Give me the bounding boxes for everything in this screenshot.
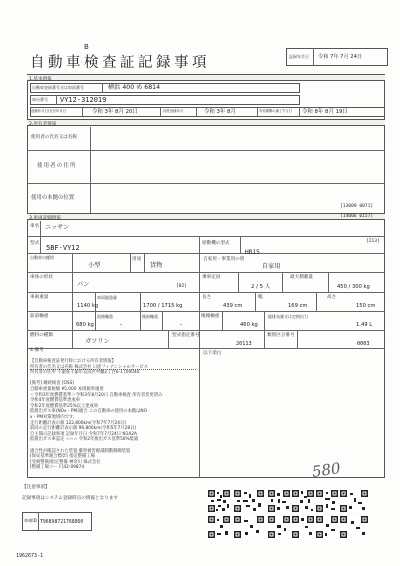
qr-code-icon <box>316 516 338 538</box>
kind-label: 自動車の種別 <box>30 255 54 260</box>
issue-date-value: 令和 7年 7月 24日 <box>318 54 363 60</box>
section-remarks: 4.備考 <box>30 348 44 353</box>
weight-value: 1140 kg <box>77 303 99 309</box>
qr-code-icon <box>268 516 290 538</box>
notice-title: 【注意事項】 <box>22 485 50 490</box>
qr-code-icon <box>340 490 368 512</box>
qr-code-icon <box>234 516 264 538</box>
front-axle-value: 680 kg <box>76 322 94 328</box>
front-rear-label: 前後軸重 <box>97 314 113 319</box>
remark-line: 前回の走行距離計表示値 96,800km(令和5年7月28日) <box>30 426 137 431</box>
qr-code-icon <box>292 516 314 538</box>
remark-line: 所有者の住所 千葉県千葉市美浜区中瀬2丁目6-1 [00040 <box>30 370 140 375</box>
model-value: 5BF-VY12 <box>46 244 80 252</box>
width-label: 幅 <box>258 295 263 300</box>
chassis-label: 車台番号 <box>32 97 48 102</box>
height-label: 高さ <box>327 295 337 300</box>
qr-code-icon <box>316 490 338 512</box>
remark-line: [備考] 継続検査 [OSS] <box>30 381 75 386</box>
expiry-value: 令和 8年 8月 19日 <box>302 109 348 115</box>
use-label: 用途 <box>132 257 142 262</box>
qr-code-icon <box>234 490 264 512</box>
height-value: 150 cm <box>356 303 376 309</box>
width-value: 169 cm <box>288 303 308 309</box>
remark-line: 所有者の氏名又は名称 株式会社 日産フィナンシャルサービス <box>30 364 148 370</box>
handwritten-mark: 580 <box>310 459 342 481</box>
qr-code-icon <box>208 516 230 538</box>
user-address-label: 使用者の住所 <box>37 163 77 169</box>
section-basic: 1.基本情報 <box>27 74 385 81</box>
length-value: 439 cm <box>223 303 243 309</box>
remark-line: 適合性が確認された装置 衝突被害軽減制動制御装置 <box>30 448 131 454</box>
maker-label: 車名 <box>30 224 40 229</box>
gross-value: 1700 / 1715 kg <box>143 303 183 309</box>
front-rear-value: - <box>120 321 123 328</box>
maker-value: ニッサン <box>45 224 70 231</box>
first-reg2-label: 初度登録年月 <box>163 109 184 113</box>
expiry-label: 有効期間の満了する日 <box>259 109 292 113</box>
remark-line: [整備工場コード]42-09874 <box>30 465 85 470</box>
fuel-value: ガソリン <box>85 338 110 345</box>
remark-line: ＜令和3年度燃費基準＞令和3年8月20日 自動車検査 所有者変更済み <box>30 392 163 398</box>
class-label: 類別区分番号 <box>267 333 295 338</box>
displacement-value: 1.49 L <box>356 322 373 328</box>
displacement-label: 総排気量又は定格出力 <box>268 314 308 319</box>
max-load-label: 最大積載量 <box>290 275 313 280</box>
length-label: 長さ <box>202 295 212 300</box>
qr-code-icon <box>268 490 290 512</box>
capacity-label: 乗車定員 <box>202 275 221 280</box>
remark-line: 自動車重量税額 ¥5,000 本則税率適用 <box>30 386 104 392</box>
base-location-code: [13009 0071] <box>340 204 374 209</box>
plate-value: 横浜 400 め 6814 <box>108 84 161 91</box>
remark-line: [受検整備]指定整備 神奈川 株式会社 <box>30 459 101 465</box>
first-reg2-value: 令和 3年 8月 <box>204 109 236 115</box>
plate-label: 自動車登録番号又は車両番号 <box>32 85 84 90</box>
remark-line: [保安基準適合標章] 指定整備工場 <box>30 454 95 459</box>
base-location-label: 使用の本拠の位置 <box>31 195 75 201</box>
cert-id-label: 車検ID <box>24 518 37 523</box>
page-title: 自動車検査証記録事項 <box>30 55 210 71</box>
bottom-code: 1962673-1 <box>16 553 44 559</box>
max-load-value: 450 / 300 kg <box>337 284 370 290</box>
remark-line: x・PM対策地域内です。 <box>30 414 78 420</box>
qr-code-icon <box>340 516 368 538</box>
section-owner: 2.所有者情報 <box>27 119 385 126</box>
capacity-value: 2 / 5 人 <box>251 284 271 290</box>
type-cert-value: 20113 <box>236 341 252 347</box>
remark-line: 令和4年度燃費基準達成車 <box>30 398 80 403</box>
remarks-left <box>30 358 196 470</box>
model-label: 型式 <box>30 241 40 246</box>
form-letter: B <box>84 43 89 51</box>
remark-line: 低排出ガス車(NOx・PM)適合 この自動車の使用の本拠はNO <box>30 409 147 414</box>
purpose-value: 自家用 <box>262 263 281 270</box>
chassis-value: VY12-312019 <box>60 96 107 104</box>
remarks-right-label: 以下余白 <box>203 351 222 356</box>
type-cert-label: 型式指定番号 <box>172 333 200 338</box>
rear-front-value: - <box>180 321 183 328</box>
remark-line: 低排出ガス車認定 ☆☆☆ 令和2年排出ガス基準50%低減 <box>30 437 139 442</box>
body-code: [02] <box>176 284 188 289</box>
cert-id-value: T96898721768860 <box>40 520 84 525</box>
engine-value: HR15 <box>245 249 260 256</box>
remark-line: 【自動車検査証発行時における所有者情報】 <box>30 359 116 364</box>
weight-label: 車両重量 <box>30 295 49 300</box>
rear-front-label: 後前軸重 <box>142 314 158 319</box>
front-axle-label: 前前軸重 <box>30 314 49 319</box>
use-value: 貨物 <box>150 262 163 269</box>
body-value: バン <box>77 281 90 288</box>
user-name-label: 使用者の氏名又は名称 <box>31 135 77 140</box>
remark-line: 令和2年度燃費基準25%以上達成車 <box>30 403 99 409</box>
qr-code-icon <box>208 490 230 512</box>
rear-axle-label: 後後軸重 <box>201 314 220 319</box>
body-label: 車体の形状 <box>30 275 53 280</box>
remark-line: 自主開示記録事項 記録年月日 令和7年7月24日 N1A2A <box>30 431 137 437</box>
kind-value: 小型 <box>88 262 101 269</box>
maker-code: [213] <box>366 239 380 244</box>
section-vehicle-code: [14006 0157] <box>340 214 374 219</box>
section-vehicle: 3.車両詳細情報 <box>27 213 385 220</box>
notice-text: 記録事項はシステム登録時点の情報となります <box>22 496 119 501</box>
issue-date-label: 記録年月日 <box>289 54 309 59</box>
class-value: 0003 <box>357 341 370 347</box>
gross-label: 車両総重量 <box>97 295 117 300</box>
first-reg-label: 登録年月日/交付年月日 <box>31 109 67 113</box>
first-reg-value: 令和 3年 8月 20日 <box>92 109 138 115</box>
purpose-label: 自家用・事業用の別 <box>203 257 245 262</box>
remark-line: 走行距離計表示値 122,800km(令和7年7月24日) <box>30 420 126 426</box>
rear-axle-value: 460 kg <box>240 322 258 328</box>
qr-code-icon <box>292 490 314 512</box>
engine-label: 原動機の型式 <box>202 241 230 246</box>
fuel-label: 燃料の種類 <box>30 333 53 338</box>
